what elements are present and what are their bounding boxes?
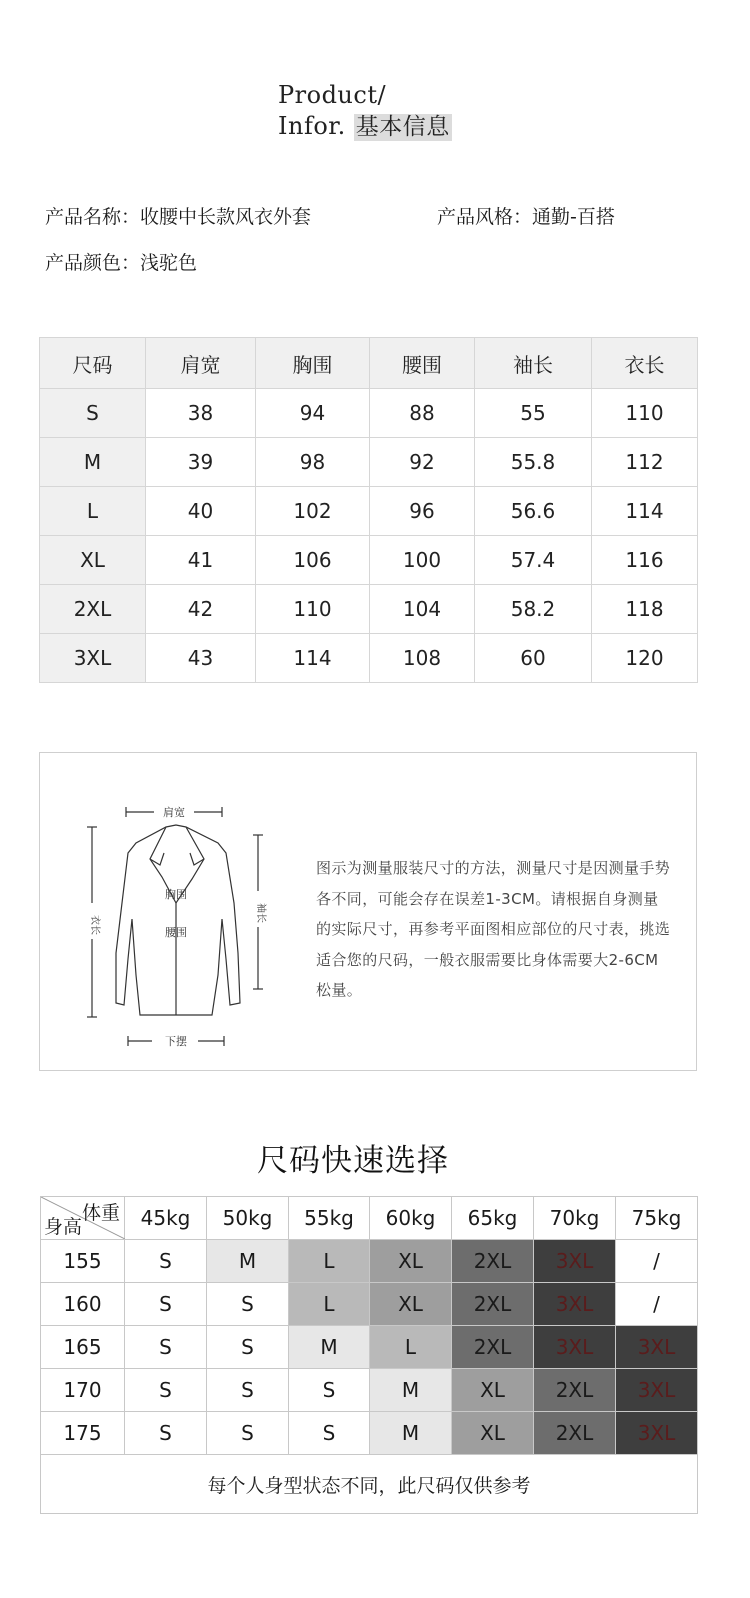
product-name-label: 产品名称： [45, 206, 141, 228]
size-cell: S [289, 1369, 370, 1412]
size-cell: S [207, 1412, 289, 1455]
table-row [40, 438, 698, 487]
table-cell: 112 [592, 438, 698, 487]
weight-header: 75kg [616, 1197, 698, 1240]
product-color-label: 产品颜色： [45, 252, 141, 274]
table-cell: 120 [592, 634, 698, 683]
product-style [437, 202, 615, 229]
table-cell: 104 [370, 585, 475, 634]
label-chest: 胸围 [165, 888, 187, 901]
table-cell: 58.2 [475, 585, 592, 634]
table-row [41, 1283, 698, 1326]
size-cell: M [207, 1240, 289, 1283]
header-waist: 腰围 [370, 338, 475, 389]
height-cell: 175 [41, 1412, 125, 1455]
size-cell: 3XL [616, 1412, 698, 1455]
size-cell: 2XL [534, 1412, 616, 1455]
size-cell: S [40, 389, 146, 438]
size-cell: 3XL [534, 1326, 616, 1369]
size-cell: XL [452, 1412, 534, 1455]
table-cell: 98 [256, 438, 370, 487]
size-cell: XL [40, 536, 146, 585]
header-length: 衣长 [592, 338, 698, 389]
product-style-value: 通勤-百搭 [532, 206, 615, 228]
size-cell: 3XL [534, 1240, 616, 1283]
weight-header-row [41, 1197, 698, 1240]
page-header [278, 80, 452, 143]
table-cell: 43 [146, 634, 256, 683]
size-table-header [40, 338, 698, 389]
size-cell: / [616, 1240, 698, 1283]
size-cell: M [40, 438, 146, 487]
table-cell: 42 [146, 585, 256, 634]
table-cell: 57.4 [475, 536, 592, 585]
table-cell: 118 [592, 585, 698, 634]
table-cell: 88 [370, 389, 475, 438]
table-row [41, 1412, 698, 1455]
table-row [40, 634, 698, 683]
header-chest: 胸围 [256, 338, 370, 389]
product-style-label: 产品风格： [437, 206, 533, 228]
table-cell: 108 [370, 634, 475, 683]
table-row [40, 487, 698, 536]
header-size: 尺码 [40, 338, 146, 389]
size-cell: 2XL [452, 1240, 534, 1283]
size-cell: L [40, 487, 146, 536]
product-color [45, 248, 197, 275]
corner-cell [41, 1197, 125, 1240]
size-cell: M [370, 1412, 452, 1455]
table-cell: 110 [592, 389, 698, 438]
table-cell: 106 [256, 536, 370, 585]
table-cell: 38 [146, 389, 256, 438]
size-cell: XL [370, 1240, 452, 1283]
table-cell: 56.6 [475, 487, 592, 536]
size-cell: L [289, 1240, 370, 1283]
size-cell: 3XL [616, 1326, 698, 1369]
weight-header: 45kg [125, 1197, 207, 1240]
table-row [40, 536, 698, 585]
size-cell: 2XL [40, 585, 146, 634]
header-infor: Infor. [278, 112, 346, 140]
table-cell: 60 [475, 634, 592, 683]
quick-size-note: 每个人身型状态不同，此尺码仅供参考 [41, 1455, 698, 1514]
quick-size-table [40, 1196, 698, 1514]
size-cell: XL [452, 1369, 534, 1412]
size-cell: S [207, 1283, 289, 1326]
table-cell: 114 [592, 487, 698, 536]
size-cell: XL [370, 1283, 452, 1326]
size-cell: 3XL [616, 1369, 698, 1412]
height-cell: 155 [41, 1240, 125, 1283]
table-cell: 94 [256, 389, 370, 438]
table-row [41, 1240, 698, 1283]
table-row [41, 1369, 698, 1412]
size-cell: L [370, 1326, 452, 1369]
label-waist: 腰围 [165, 926, 187, 939]
size-cell: 3XL [40, 634, 146, 683]
note-row [41, 1455, 698, 1514]
size-cell: S [125, 1412, 207, 1455]
table-cell: 102 [256, 487, 370, 536]
size-cell: S [125, 1369, 207, 1412]
measurement-description: 图示为测量服装尺寸的方法，测量尺寸是因测量手势各不同，可能会存在误差1-3CM。请根据自身测量的实际尺寸，再参考平面图相应部位的尺寸表，挑选适合您的尺码，一般衣服需要比身体需要大2-6CM松量。 [316, 859, 671, 999]
size-cell: S [125, 1326, 207, 1369]
table-row [41, 1326, 698, 1369]
table-row [40, 389, 698, 438]
height-cell: 170 [41, 1369, 125, 1412]
weight-header: 60kg [370, 1197, 452, 1240]
height-cell: 160 [41, 1283, 125, 1326]
label-sleeve: 袖长 [255, 903, 266, 923]
header-line-1: Product/ [278, 81, 387, 109]
height-cell: 165 [41, 1326, 125, 1369]
size-cell: S [125, 1283, 207, 1326]
table-cell: 110 [256, 585, 370, 634]
quick-size-title: 尺码快速选择 [257, 1143, 449, 1179]
weight-header: 50kg [207, 1197, 289, 1240]
size-cell: / [616, 1283, 698, 1326]
weight-header: 65kg [452, 1197, 534, 1240]
product-name [45, 202, 311, 229]
size-cell: M [289, 1326, 370, 1369]
coat-measure-diagram [80, 793, 280, 1093]
table-cell: 96 [370, 487, 475, 536]
header-sleeve: 袖长 [475, 338, 592, 389]
size-table [39, 337, 698, 683]
size-cell: 2XL [452, 1326, 534, 1369]
table-cell: 39 [146, 438, 256, 487]
size-cell: M [370, 1369, 452, 1412]
size-cell: S [207, 1369, 289, 1412]
table-row [40, 585, 698, 634]
size-cell: L [289, 1283, 370, 1326]
weight-header: 70kg [534, 1197, 616, 1240]
table-cell: 100 [370, 536, 475, 585]
header-line-2 [278, 111, 452, 143]
table-cell: 116 [592, 536, 698, 585]
label-shoulder: 肩宽 [163, 806, 185, 819]
label-length: 衣长 [89, 915, 100, 935]
header-shoulder: 肩宽 [146, 338, 256, 389]
size-cell: S [207, 1326, 289, 1369]
table-cell: 55.8 [475, 438, 592, 487]
size-cell: 3XL [534, 1283, 616, 1326]
corner-height-label: 身高 [44, 1216, 83, 1238]
table-cell: 92 [370, 438, 475, 487]
size-cell: 2XL [534, 1369, 616, 1412]
size-cell: 2XL [452, 1283, 534, 1326]
size-cell: S [289, 1412, 370, 1455]
header-title-cn: 基本信息 [355, 114, 450, 140]
measurement-guide [39, 752, 697, 1071]
label-hem: 下摆 [165, 1035, 187, 1048]
corner-weight-label: 体重 [81, 1202, 120, 1224]
size-cell: S [125, 1240, 207, 1283]
product-name-value: 收腰中长款风衣外套 [140, 206, 312, 228]
table-cell: 114 [256, 634, 370, 683]
product-color-value: 浅驼色 [140, 252, 198, 274]
table-cell: 55 [475, 389, 592, 438]
weight-header: 55kg [289, 1197, 370, 1240]
table-cell: 41 [146, 536, 256, 585]
table-cell: 40 [146, 487, 256, 536]
